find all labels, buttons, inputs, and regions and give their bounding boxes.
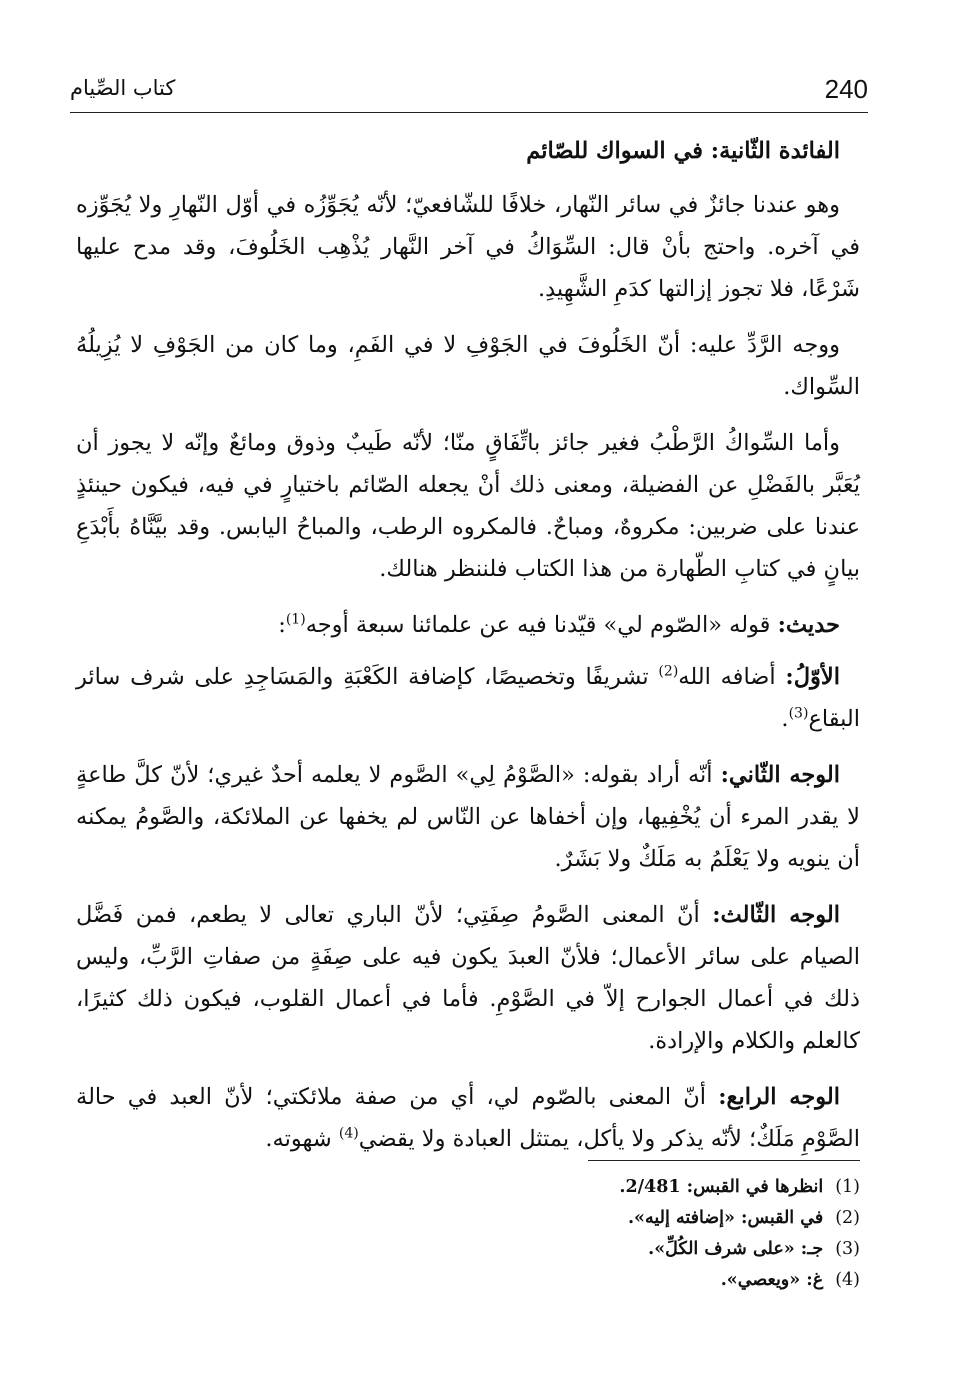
- aspect-lead: الأوّلُ:: [785, 664, 840, 690]
- aspect-lead: الوجه الثّاني:: [720, 762, 841, 788]
- paragraph: وهو عندنا جائزٌ في سائر النّهار، خلافًا للشّافعيّ؛ لأنّه يُجَوِّزُه في أوّل النّهارِ ولا يُجَوِّزه في آخره. واحتج بأنْ قال: السِّوَاكُ في آخر النَّهار يُذْهِب الخَلُوفَ، وقد مدح عليها شَرْعًا، فلا تجوز إزالتها كدَمِ الشَّهِيدِ.: [76, 192, 860, 302]
- footnote-rule: [588, 1160, 860, 1161]
- running-title: كتاب الصِّيام: [70, 76, 176, 100]
- footnote-text: في القبس: «إضافته إليه».: [627, 1208, 824, 1228]
- hadith-lead: حديث:: [777, 612, 840, 638]
- hadith-text: قوله «الصّوم لي» قيّدنا فيه عن علمائنا سبعة أوجه: [305, 612, 771, 638]
- hadith-paragraph: [76, 604, 860, 646]
- main-text: [76, 130, 860, 1174]
- footnote: [300, 1265, 860, 1296]
- paragraph: ووجه الرَّدِّ عليه: أنّ الخَلُوفَ في الجَوْفِ لا في الفَمِ، وما كان من الجَوْفِ لا يُزِيلُهُ السِّواك.: [76, 332, 860, 400]
- footnote-text: غ: «ويعصي».: [720, 1270, 824, 1290]
- footnote: [300, 1234, 860, 1265]
- footnote: [300, 1203, 860, 1234]
- footnote: [300, 1172, 860, 1203]
- aspect-text: أنّ المعنى بالصّوم لي، أي من صفة ملائكتي؛ لأنّ العبد في حالة الصَّوْمِ مَلَكٌ؛ لأنّه يذكر ولا يأكل، يمتثل العبادة ولا يقضي: [76, 1084, 860, 1152]
- paragraph: وأما السِّواكُ الرَّطْبُ فغير جائز باتِّفَاقٍ منّا؛ لأنّه طَيبٌ وذوق ومائعٌ وإنّه لا يجوز أن يُعَبَّر بالفَضْلِ عن الفضيلة، ومعنى ذلك أنْ يجعله الصّائم باختيارٍ في فيه، فيكون حينئذٍ عندنا على ضربين: مكروهٌ، ومباحٌ. فالمكروه الرطب، والمباحُ اليابس. وقد بيَّنَّاهُ بأَبْدَعِ بيانٍ في كتابِ الطّهارة من هذا الكتاب فلننظر هنالك.: [76, 430, 860, 582]
- aspect-paragraph: [76, 754, 860, 880]
- aspect-paragraph: [76, 894, 860, 1062]
- footnote-number: (2): [835, 1208, 860, 1228]
- aspect-paragraph: [76, 656, 860, 740]
- footnote-ref: (3): [788, 705, 809, 722]
- aspect-text: تشريفًا وتخصيصًا، كإضافة الكَعْبَةِ والمَسَاجِدِ على شرف سائر البقاع: [76, 664, 860, 732]
- header-rule: [70, 112, 868, 113]
- aspect-text: شهوته.: [265, 1126, 339, 1152]
- section-heading: الفائدة الثّانية: في السواك للصّائم: [526, 138, 840, 164]
- footnote-text: جـ: «على شرف الكُلِّ».: [648, 1239, 824, 1259]
- footnote-ref: (4): [338, 1125, 359, 1142]
- footnote-number: (3): [835, 1239, 860, 1259]
- aspect-text: أضافه الله: [678, 664, 776, 690]
- footnote-number: (4): [835, 1270, 860, 1290]
- aspect-paragraph: [76, 1076, 860, 1160]
- footnote-text: انظرها في القبس: 2/481.: [619, 1177, 824, 1197]
- footnote-number: (1): [835, 1177, 860, 1197]
- footnote-ref: (1): [285, 611, 306, 628]
- footnotes: [300, 1172, 860, 1296]
- aspect-lead: الوجه الرابع:: [718, 1084, 841, 1110]
- page-number: 240: [824, 74, 868, 104]
- aspect-text: .: [781, 706, 789, 732]
- aspect-text: أنّ المعنى الصَّومُ صِفَتِي؛ لأنّ الباري تعالى لا يطعم، فمن فَضَّل الصيام على سائر الأعمال؛ فلأنّ العبدَ يكون فيه على صِفَةٍ من صفاتِ الرَّبِّ، وليس ذلك في أعمال الجوارح إلاّ في الصَّوْمِ. فأما في أعمال القلوب، فيكون ذلك كثيرًا، كالعلم والكلام والإرادة.: [76, 902, 860, 1054]
- aspect-lead: الوجه الثّالث:: [712, 902, 841, 928]
- page-header: [70, 68, 868, 108]
- footnote-ref: (2): [658, 663, 679, 680]
- hadith-tail: :: [278, 612, 286, 638]
- aspect-text: أنّه أراد بقوله: «الصَّوْمُ لِي» الصَّوم لا يعلمه أحدٌ غيري؛ لأنّ كلَّ طاعةٍ لا يقدر المرء أن يُخْفِيها، وإن أخفاها عن النّاس لم يخفها عن الملائكة، والصَّومُ يمكنه أن ينويه ولا يَعْلَمُ به مَلَكٌ ولا بَشَرٌ.: [76, 762, 860, 872]
